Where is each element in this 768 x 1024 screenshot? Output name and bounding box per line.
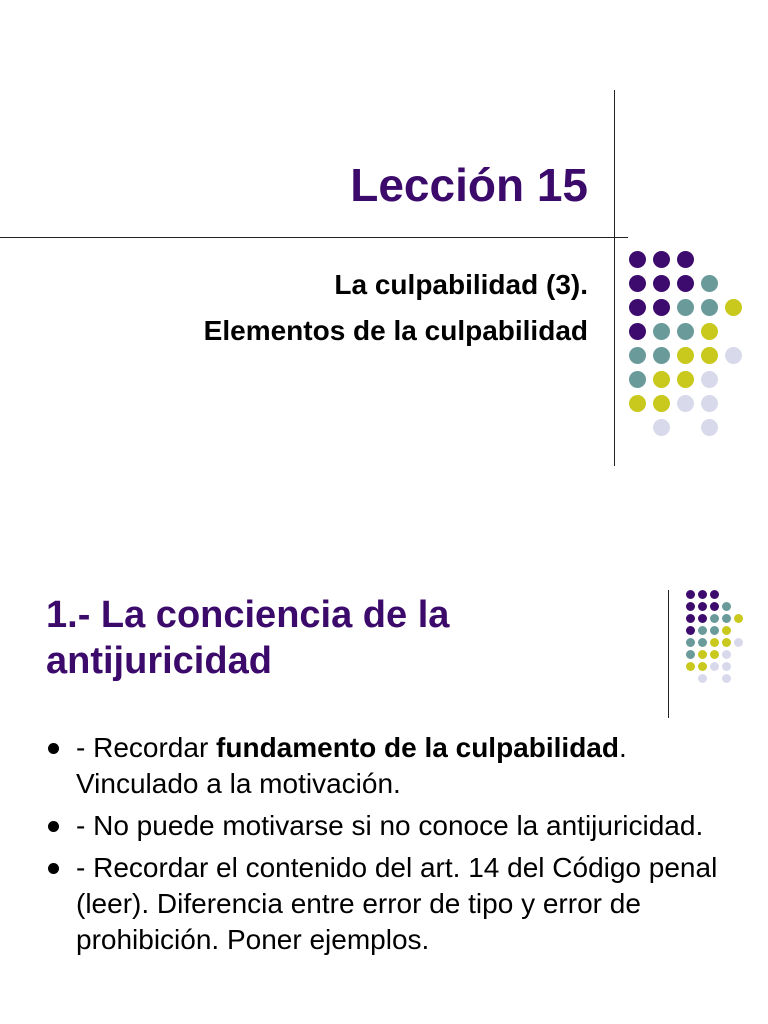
decorative-dot [686,602,695,611]
lesson-title: Lección 15 [350,159,588,211]
decorative-dot [701,395,718,412]
decorative-dot [698,590,707,599]
decorative-dot [698,602,707,611]
bullet-list [46,730,736,964]
decorative-dot [629,371,646,388]
decorative-dot [722,662,731,671]
decorative-dot [677,299,694,316]
decorative-dot [677,275,694,292]
decorative-dot [629,347,646,364]
bullet-icon [48,821,59,832]
bullet-icon [48,743,59,754]
vertical-divider [668,590,669,718]
decorative-dot [686,650,695,659]
decorative-dot [653,323,670,340]
decorative-dot [722,602,731,611]
decorative-dot [629,323,646,340]
decorative-dot [722,650,731,659]
horizontal-divider [0,237,628,238]
decorative-dot [677,395,694,412]
decorative-dot [629,299,646,316]
decorative-dot [734,614,743,623]
decorative-dot [653,347,670,364]
decorative-dot [686,614,695,623]
decorative-dot [734,638,743,647]
bullet-item [46,808,736,844]
decorative-dot [701,299,718,316]
decorative-dot [698,674,707,683]
decorative-dot [722,614,731,623]
bullet-text-end: . Vinculado a la motivación. [76,732,627,799]
decorative-dot [710,638,719,647]
slide-content [0,512,768,1024]
bullet-item [46,730,736,802]
decorative-dot [677,347,694,364]
decorative-dot [653,419,670,436]
decorative-dot [701,419,718,436]
decorative-dot [653,299,670,316]
lesson-subtitle [204,262,588,354]
decorative-dot [653,251,670,268]
decorative-dot [686,626,695,635]
decorative-dot [686,662,695,671]
decorative-dot [701,371,718,388]
decorative-dot [725,347,742,364]
decorative-dot [653,371,670,388]
bullet-text: - Recordar [76,732,217,763]
decorative-dot [698,626,707,635]
decorative-dot [677,371,694,388]
decorative-dot [701,275,718,292]
decorative-dot [677,323,694,340]
bullet-item [46,850,736,958]
bullet-emphasis: fundamento de la culpabilidad [216,732,619,763]
decorative-dot [710,662,719,671]
decorative-dot [698,650,707,659]
bullet-icon [48,863,59,874]
section-title [46,592,646,684]
decorative-dot [722,674,731,683]
section-title-line-2: antijuricidad [46,640,272,682]
subtitle-line-1: La culpabilidad (3). [334,269,588,300]
decorative-dot [710,602,719,611]
decorative-dot [701,347,718,364]
decorative-dot [710,590,719,599]
vertical-divider [614,90,615,466]
decorative-dot [698,662,707,671]
subtitle-line-2: Elementos de la culpabilidad [203,315,588,346]
decorative-dot [686,638,695,647]
bullet-text: - No puede motivarse si no conoce la antijuricidad. [76,810,704,841]
decorative-dot [698,614,707,623]
bullet-text: - Recordar el contenido del art. 14 del Código penal (leer). Diferencia entre error de tipo y error de prohibición. Poner ejemplos. [76,852,718,955]
decorative-dot [710,614,719,623]
decorative-dot [653,275,670,292]
decorative-dot [725,299,742,316]
decorative-dot [629,395,646,412]
section-title-line-1: 1.- La conciencia de la [46,594,450,636]
decorative-dot [710,650,719,659]
decorative-dot [653,395,670,412]
decorative-dot [722,638,731,647]
decorative-dot [677,251,694,268]
decorative-dot [686,590,695,599]
decorative-dot [710,626,719,635]
decorative-dot [722,626,731,635]
decorative-dot [701,323,718,340]
decorative-dot [698,638,707,647]
decorative-dot [629,251,646,268]
decorative-dot [629,275,646,292]
